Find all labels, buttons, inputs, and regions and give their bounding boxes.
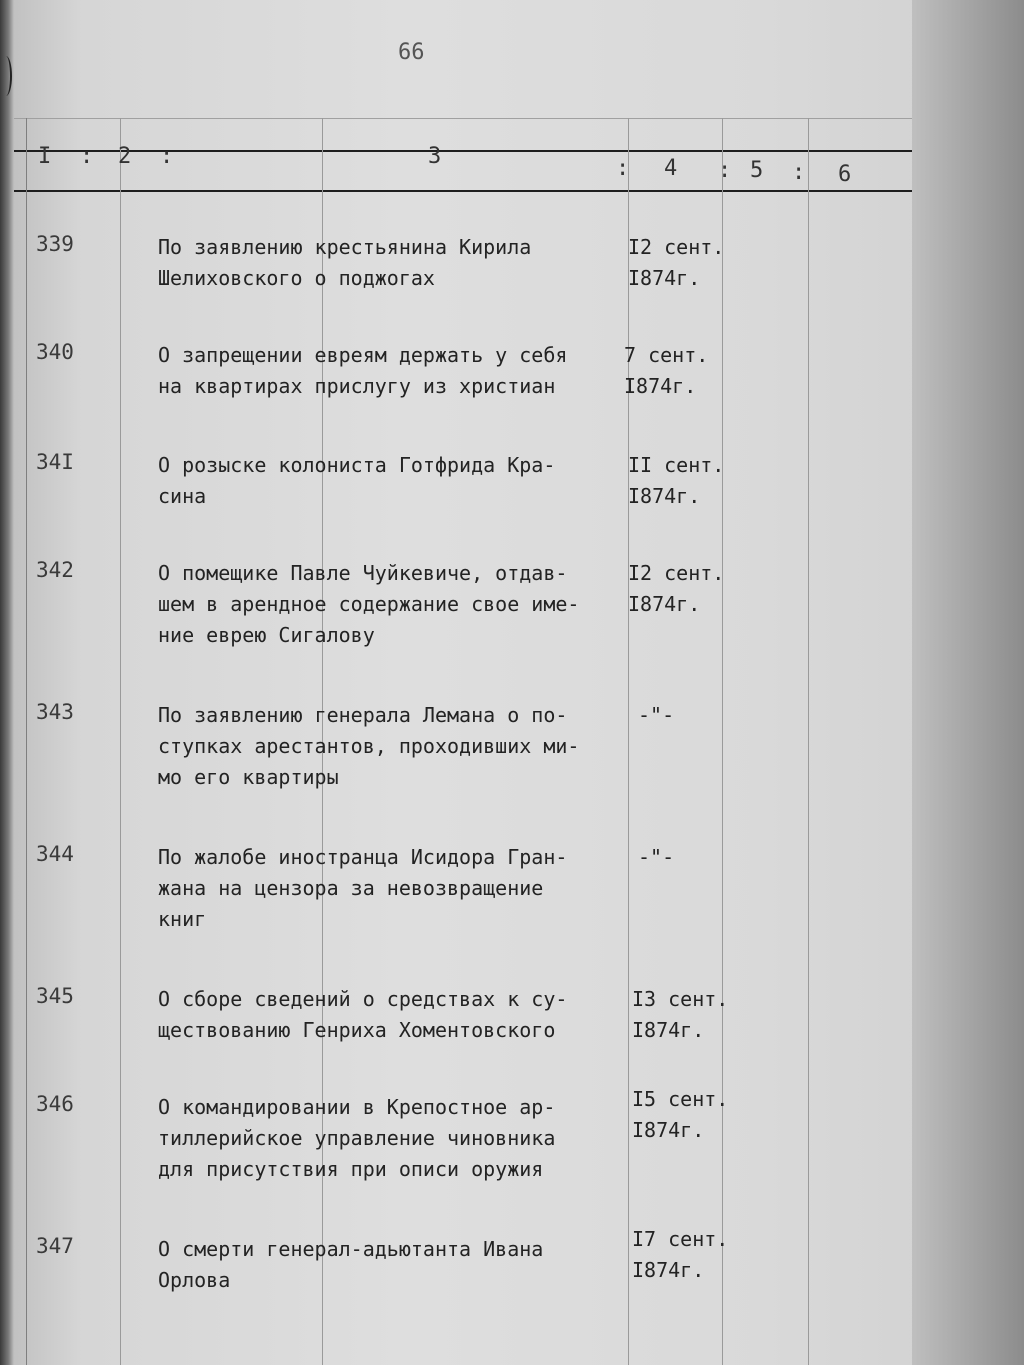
- row-number: 340: [36, 340, 74, 364]
- row-title: О командировании в Крепостное ар- тиллерийское управление чиновника для присутствия при описи оружия: [158, 1095, 556, 1181]
- row-date: -"-: [638, 703, 675, 727]
- header-col-1: I: [38, 144, 52, 169]
- header-col-4: 4: [664, 156, 678, 181]
- row-title: По заявлению крестьянина Кирила Шелиховского о поджогах: [158, 235, 532, 290]
- row-title: О помещике Павле Чуйкевиче, отдав- шем в арендное содержание свое име- ние еврею Сигалову: [158, 561, 580, 647]
- row-number: 345: [36, 984, 74, 1008]
- row-title: О смерти генерал-адьютанта Ивана Орлова: [158, 1237, 544, 1292]
- row-date: I7 сент. I874г.: [632, 1227, 729, 1282]
- row-date: -"-: [638, 845, 675, 869]
- page-number: 66: [398, 40, 425, 65]
- row-number: 346: [36, 1092, 74, 1116]
- row-date: I3 сент. I874г.: [632, 987, 729, 1042]
- header-top-rule: [14, 150, 912, 152]
- row-date: I2 сент. I874г.: [628, 235, 725, 290]
- row-number: 339: [36, 232, 74, 256]
- header-col-6: 6: [838, 162, 852, 187]
- header-separator: :: [718, 158, 732, 183]
- row-date: I5 сент. I874г.: [632, 1087, 729, 1142]
- header-col-5: 5: [750, 158, 764, 183]
- row-date: II сент. I874г.: [628, 453, 725, 508]
- row-title: По жалобе иностранца Исидора Гран- жана на цензора за невозвращение книг: [158, 845, 568, 931]
- column-line-1: [26, 118, 27, 1365]
- row-title: О розыске колониста Готфрида Кра- сина: [158, 453, 556, 508]
- page-edge: [912, 0, 1024, 1365]
- column-line-5: [722, 118, 723, 1365]
- header-separator: :: [616, 156, 630, 181]
- header-separator: :: [160, 144, 174, 169]
- row-title: О сборе сведений о средствах к су- ществованию Генриха Хоментовского: [158, 987, 568, 1042]
- row-number: 34I: [36, 450, 74, 474]
- row-title: О запрещении евреям держать у себя на квартирах прислугу из христиан: [158, 343, 568, 398]
- header-separator: :: [80, 144, 94, 169]
- row-number: 343: [36, 700, 74, 724]
- header-separator: :: [792, 160, 806, 185]
- column-line-4: [628, 118, 629, 1365]
- row-title: По заявлению генерала Лемана о по- ступках арестантов, проходивших ми- мо его квартиры: [158, 703, 580, 789]
- row-number: 342: [36, 558, 74, 582]
- header-col-2: 2: [118, 144, 132, 169]
- row-date: 7 сент. I874г.: [624, 343, 709, 398]
- binding-shadow: [0, 0, 14, 1365]
- header-bottom-rule: [14, 190, 912, 192]
- row-number: 347: [36, 1234, 74, 1258]
- header-faint-rule: [14, 118, 912, 119]
- column-line-2: [120, 118, 121, 1365]
- row-number: 344: [36, 842, 74, 866]
- margin-mark: [0, 56, 12, 96]
- row-date: I2 сент. I874г.: [628, 561, 725, 616]
- header-col-3: 3: [428, 144, 442, 169]
- column-line-6: [808, 118, 809, 1365]
